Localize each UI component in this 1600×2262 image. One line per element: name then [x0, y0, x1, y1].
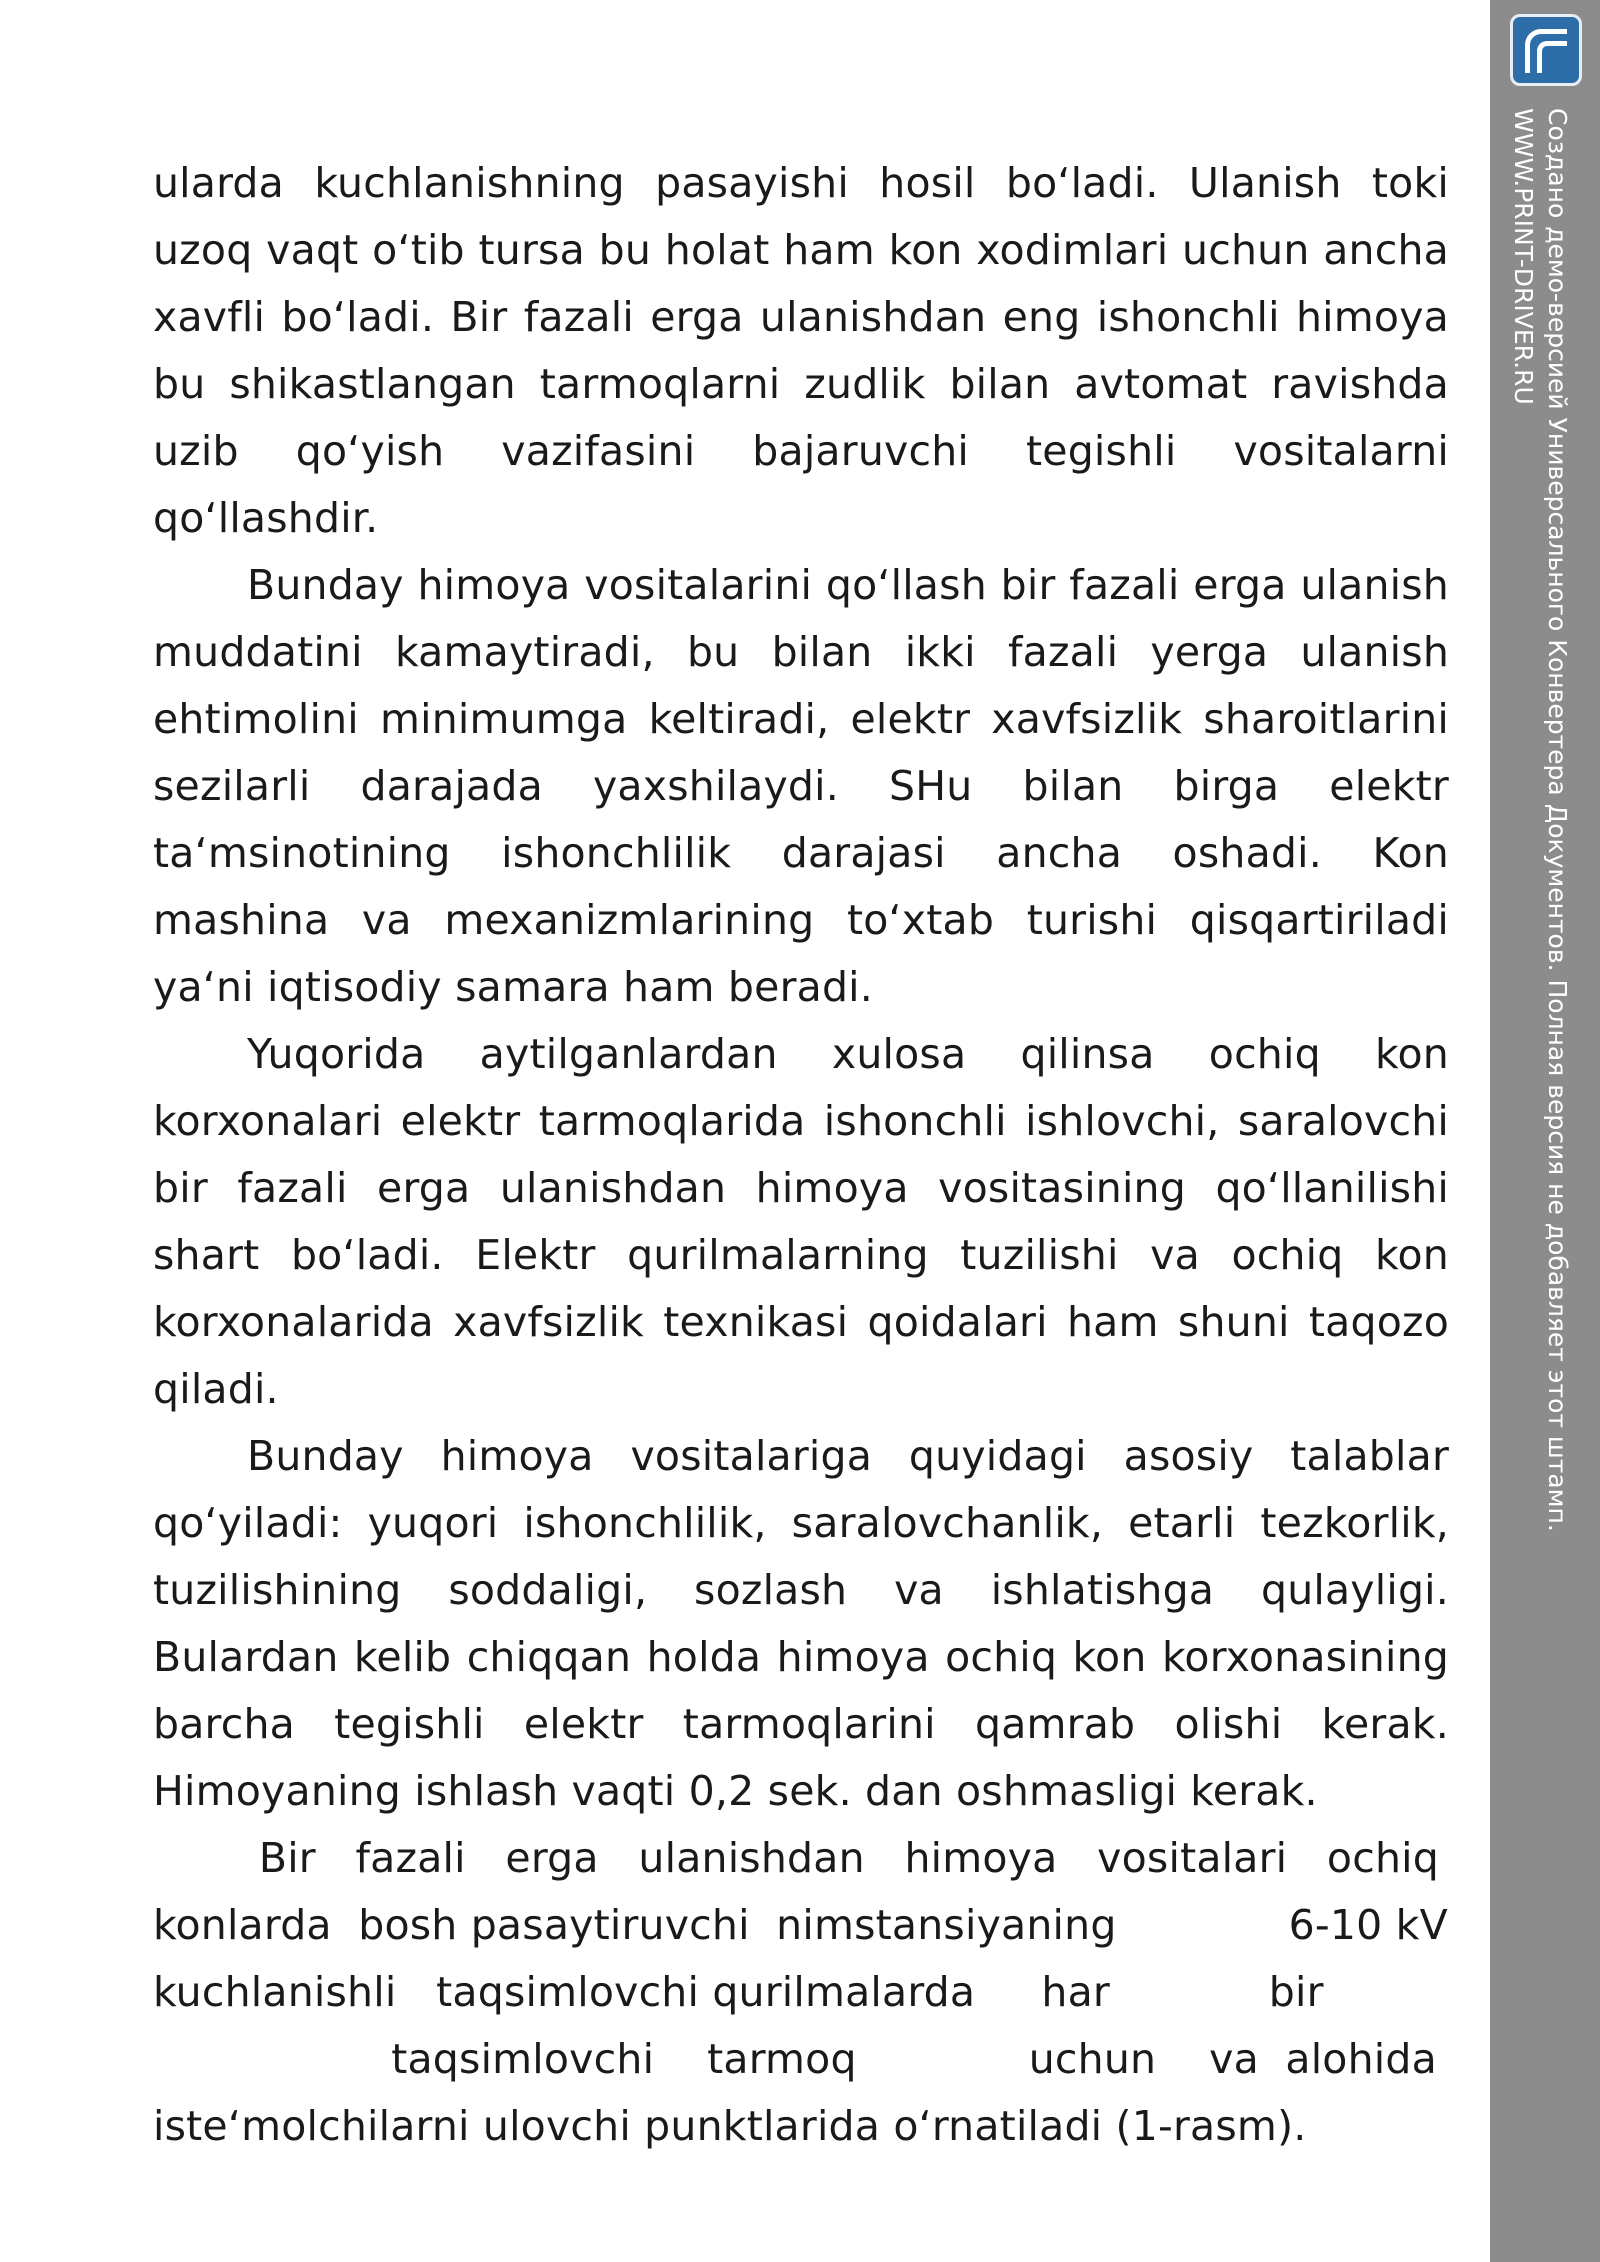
paragraph-5-line: taqsimlovchi tarmoq uchun va alohida [153, 2035, 1437, 2083]
watermark-line-1: Создано демо-версией Универсального Конвертера Документов. Полная версия не добавляет этот штамп. [1543, 108, 1572, 1532]
paragraph-4: Bunday himoya vositalariga quyidagi asosiy talablar qoʻyiladi: yuqori ishonchlilik, saralovchanlik, etarli tezkorlik, tuzilishining soddaligi, sozlash va ishlatishga qulayligi. Bulardan kelib chiqqan holda himoya ochiq kon korxonasining barcha tegishli elektr tarmoqlarini qamrab olishi kerak. Himoyaning ishlash vaqti 0,2 sek. dan oshmasligi kerak. [153, 1432, 1449, 1815]
paragraph-5-line: isteʻmolchilarni ulovchi punktlarida oʻrnatiladi (1-rasm). [153, 2102, 1307, 2150]
paragraph-5 [153, 1825, 1449, 2160]
print-driver-logo-icon [1510, 14, 1582, 86]
paragraph-5-line: kuchlanishli taqsimlovchi qurilmalarda har bir [153, 1968, 1324, 2016]
document-body [153, 150, 1449, 2160]
paragraph-5-line: konlarda bosh pasaytiruvchi nimstansiyaning 6-10 kV [153, 1901, 1448, 1949]
paragraph-3: Yuqorida aytilganlardan xulosa qilinsa ochiq kon korxonalari elektr tarmoqlarida ishonchli ishlovchi, saralovchi bir fazali erga ulanishdan himoya vositasining qoʻllanilishi shart boʻladi. Elektr qurilmalarning tuzilishi va ochiq kon korxonalarida xavfsizlik texnikasi qoidalari ham shuni taqozo qiladi. [153, 1030, 1449, 1413]
paragraph-2: Bunday himoya vositalarini qoʻllash bir fazali erga ulanish muddatini kamaytiradi, bu bilan ikki fazali yerga ulanish ehtimolini minimumga keltiradi, elektr xavfsizlik sharoitlarini sezilarli darajada yaxshilaydi. SHu bilan birga elektr taʻmsinotining ishonchlilik darajasi ancha oshadi. Kon mashina va mexanizmlarining toʻxtab turishi qisqartiriladi yaʻni iqtisodiy samara ham beradi. [153, 561, 1449, 1011]
watermark-text [1506, 108, 1574, 1532]
watermark-line-2: WWW.PRINT-DRIVER.RU [1509, 108, 1538, 405]
paragraph-1: ularda kuchlanishning pasayishi hosil boʻladi. Ulanish toki uzoq vaqt oʻtib tursa bu holat ham kon xodimlari uchun ancha xavfli boʻladi. Bir fazali erga ulanishdan eng ishonchli himoya bu shikastlangan tarmoqlarni zudlik bilan avtomat ravishda uzib qoʻyish vazifasini bajaruvchi tegishli vositalarni qoʻllashdir. [153, 159, 1449, 542]
paragraph-5-line: Bir fazali erga ulanishdan himoya vositalari ochiq [153, 1834, 1439, 1882]
